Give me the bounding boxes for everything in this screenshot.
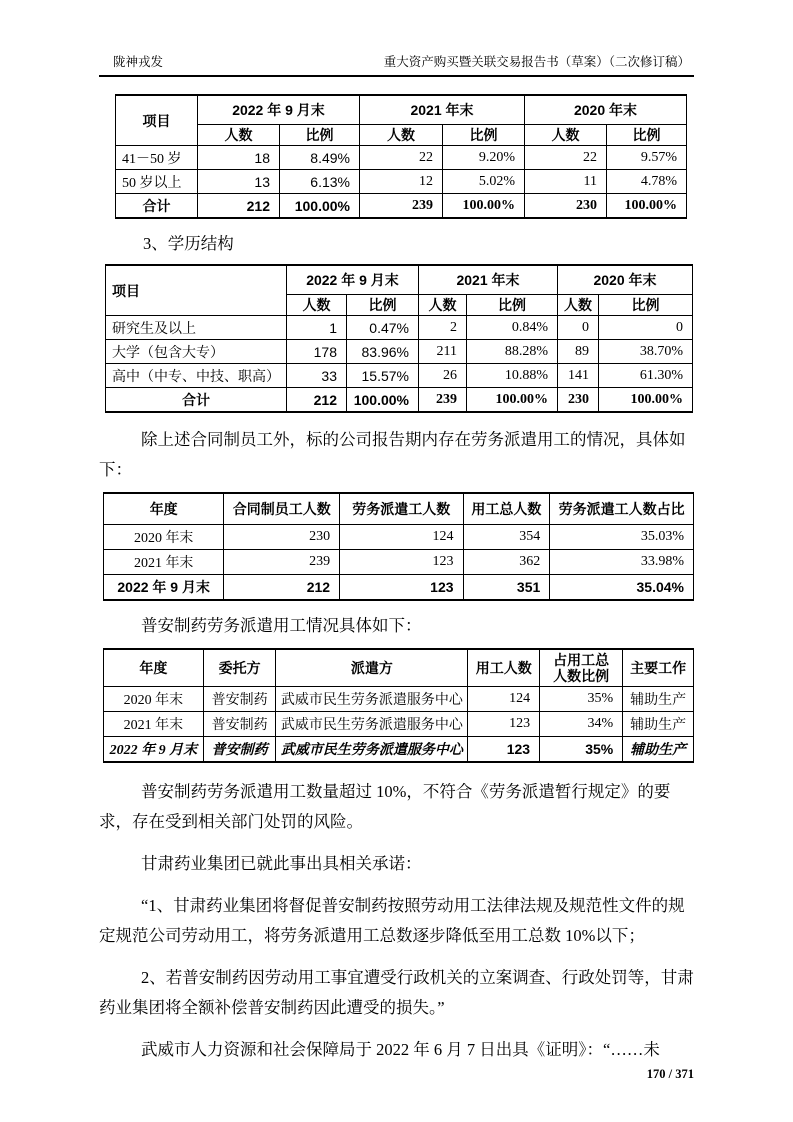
col-header-count: 人数 [525,125,607,146]
col-header-period-2021: 2021 年末 [419,265,558,295]
col-header-ratio-of-total [540,649,623,687]
cell: 362 [463,549,550,574]
cell: 2022 年 9 月末 [104,574,224,600]
cell: 2021 年末 [104,549,224,574]
paragraph-risk: 普安制药劳务派遣用工数量超过 10%，不符合《劳务派遣暂行规定》的要求，存在受到相关部门处罚的风险。 [99,782,671,831]
table-row [104,712,694,737]
cell: 武威市民生劳务派遣服务中心 [276,687,468,712]
col-header-period-2020: 2020 年末 [525,95,687,125]
cell: 124 [468,687,540,712]
cell: 354 [463,524,550,549]
cell: 38.70% [599,340,693,364]
table-row [104,549,694,574]
col-header-main-work: 主要工作 [623,649,694,687]
table-subheader-row [116,125,687,146]
paragraph-commitment-intro: 甘肃药业集团已就此事出具相关承诺： [141,854,422,873]
col-header-year: 年度 [104,649,204,687]
cell: 大学（包含大专） [106,340,287,364]
cell: 100.00% [443,194,525,219]
cell: 239 [419,388,467,413]
cell: 武威市民生劳务派遣服务中心 [276,737,468,763]
col-header-count: 人数 [558,295,599,316]
col-header-ratio: 比例 [599,295,693,316]
col-header-period-2022: 2022 年 9 月末 [287,265,419,295]
col-header-item: 项目 [106,265,287,316]
cell: 124 [340,524,463,549]
paragraph-hr-bureau: 武威市人力资源和社会保障局于 2022 年 6 月 7 日出具《证明》：“……未 [141,1040,660,1059]
education-structure-table [105,264,693,413]
cell: 0.47% [347,316,419,340]
cell: 141 [558,364,599,388]
cell: 研究生及以上 [106,316,287,340]
cell: 普安制药 [203,712,276,737]
paragraph-commitment-1: “1、甘肃药业集团将督促普安制药按照劳动用工法律法规及规范性文件的规定规范公司劳动用工，将劳务派遣用工总数逐步降低至用工总数 10%以下； [99,896,685,945]
cell: 230 [224,524,340,549]
col-header-total-count: 用工总人数 [463,493,550,524]
col-header-count: 人数 [198,125,280,146]
table-row-current-period [104,574,694,600]
cell: 2021 年末 [104,712,204,737]
cell: 22 [525,146,607,170]
col-header-ratio: 比例 [347,295,419,316]
cell: 12 [360,170,443,194]
puan-dispatch-detail-table [103,648,694,764]
cell: 89 [558,340,599,364]
cell: 8.49% [280,146,360,170]
col-header-ratio-line1: 占用工总 [553,651,610,668]
table-row [104,687,694,712]
cell: 2020 年末 [104,524,224,549]
cell: 11 [525,170,607,194]
cell: 13 [198,170,280,194]
cell: 0 [599,316,693,340]
cell: 0.84% [467,316,558,340]
cell: 100.00% [607,194,687,219]
cell: 83.96% [347,340,419,364]
cell: 10.88% [467,364,558,388]
cell: 100.00% [280,194,360,219]
table-row [106,364,693,388]
paragraph-commitment-2: 2、若普安制药因劳动用工事宜遭受行政机关的立案调查、行政处罚等，甘肃药业集团将全额补偿普安制药因此遭受的损失。” [99,968,694,1017]
table-row [104,524,694,549]
cell: 0 [558,316,599,340]
cell: 239 [360,194,443,219]
col-header-ratio-line2: 人数比例 [553,667,610,684]
cell: 88.28% [467,340,558,364]
col-header-item: 项目 [116,95,198,146]
table-row [116,146,687,170]
cell: 123 [468,737,540,763]
cell: 100.00% [347,388,419,413]
cell: 辅助生产 [623,712,694,737]
cell: 2022 年 9 月末 [104,737,204,763]
col-header-worker-count: 用工人数 [468,649,540,687]
col-header-ratio: 比例 [607,125,687,146]
cell: 4.78% [607,170,687,194]
running-head [99,52,694,77]
cell: 1 [287,316,347,340]
cell: 35.03% [550,524,694,549]
table-header-row [106,265,693,295]
col-header-ratio: 比例 [280,125,360,146]
cell: 辅助生产 [623,687,694,712]
section-heading: 3、学历结构 [143,234,234,253]
table-row [116,170,687,194]
col-header-year: 年度 [104,493,224,524]
cell: 100.00% [467,388,558,413]
table-header-row [116,95,687,125]
cell: 5.02% [443,170,525,194]
col-header-period-2020: 2020 年末 [558,265,693,295]
labor-dispatch-summary-table [103,492,694,601]
col-header-contract-count: 合同制员工人数 [224,493,340,524]
cell: 211 [419,340,467,364]
col-header-count: 人数 [287,295,347,316]
cell: 123 [340,574,463,600]
table-row [106,340,693,364]
cell: 50 岁以上 [116,170,198,194]
col-header-period-2022: 2022 年 9 月末 [198,95,360,125]
table-total-row [106,388,693,413]
cell: 41－50 岁 [116,146,198,170]
cell: 普安制药 [203,687,276,712]
age-structure-table [115,94,687,219]
cell: 18 [198,146,280,170]
cell: 100.00% [599,388,693,413]
table-header-row [104,649,694,687]
col-header-ratio: 比例 [443,125,525,146]
cell: 230 [558,388,599,413]
col-header-period-2021: 2021 年末 [360,95,525,125]
cell: 9.20% [443,146,525,170]
cell: 230 [525,194,607,219]
cell: 61.30% [599,364,693,388]
cell: 武威市民生劳务派遣服务中心 [276,712,468,737]
cell: 35% [540,737,623,763]
table-total-row [116,194,687,219]
cell: 239 [224,549,340,574]
cell: 34% [540,712,623,737]
cell: 普安制药 [203,737,276,763]
cell: 33.98% [550,549,694,574]
cell: 33 [287,364,347,388]
cell: 212 [224,574,340,600]
paragraph-dispatch-intro: 除上述合同制员工外，标的公司报告期内存在劳务派遣用工的情况，具体如下： [99,430,686,479]
table-header-row [104,493,694,524]
paragraph-puan-intro: 普安制药劳务派遣用工情况具体如下： [141,615,422,635]
cell: 2020 年末 [104,687,204,712]
cell: 2 [419,316,467,340]
col-header-dispatcher: 派遣方 [276,649,468,687]
cell: 6.13% [280,170,360,194]
cell: 212 [287,388,347,413]
cell: 178 [287,340,347,364]
cell: 351 [463,574,550,600]
col-header-client: 委托方 [203,649,276,687]
col-header-ratio: 比例 [467,295,558,316]
page-number: 170 / 371 [646,1067,694,1081]
table-row-current-period [104,737,694,763]
cell: 35% [540,687,623,712]
cell: 123 [468,712,540,737]
cell: 22 [360,146,443,170]
col-header-count: 人数 [419,295,467,316]
cell: 合计 [116,194,198,219]
table-row [106,316,693,340]
cell: 26 [419,364,467,388]
col-header-dispatch-ratio: 劳务派遣工人数占比 [550,493,694,524]
cell: 合计 [106,388,287,413]
col-header-count: 人数 [360,125,443,146]
cell: 高中（中专、中技、职高） [106,364,287,388]
running-head-left: 陇神戎发 [113,55,164,69]
cell: 35.04% [550,574,694,600]
cell: 15.57% [347,364,419,388]
cell: 辅助生产 [623,737,694,763]
cell: 123 [340,549,463,574]
cell: 212 [198,194,280,219]
col-header-dispatch-count: 劳务派遣工人数 [340,493,463,524]
cell: 9.57% [607,146,687,170]
running-head-right: 重大资产购买暨关联交易报告书（草案）（二次修订稿） [383,55,690,69]
